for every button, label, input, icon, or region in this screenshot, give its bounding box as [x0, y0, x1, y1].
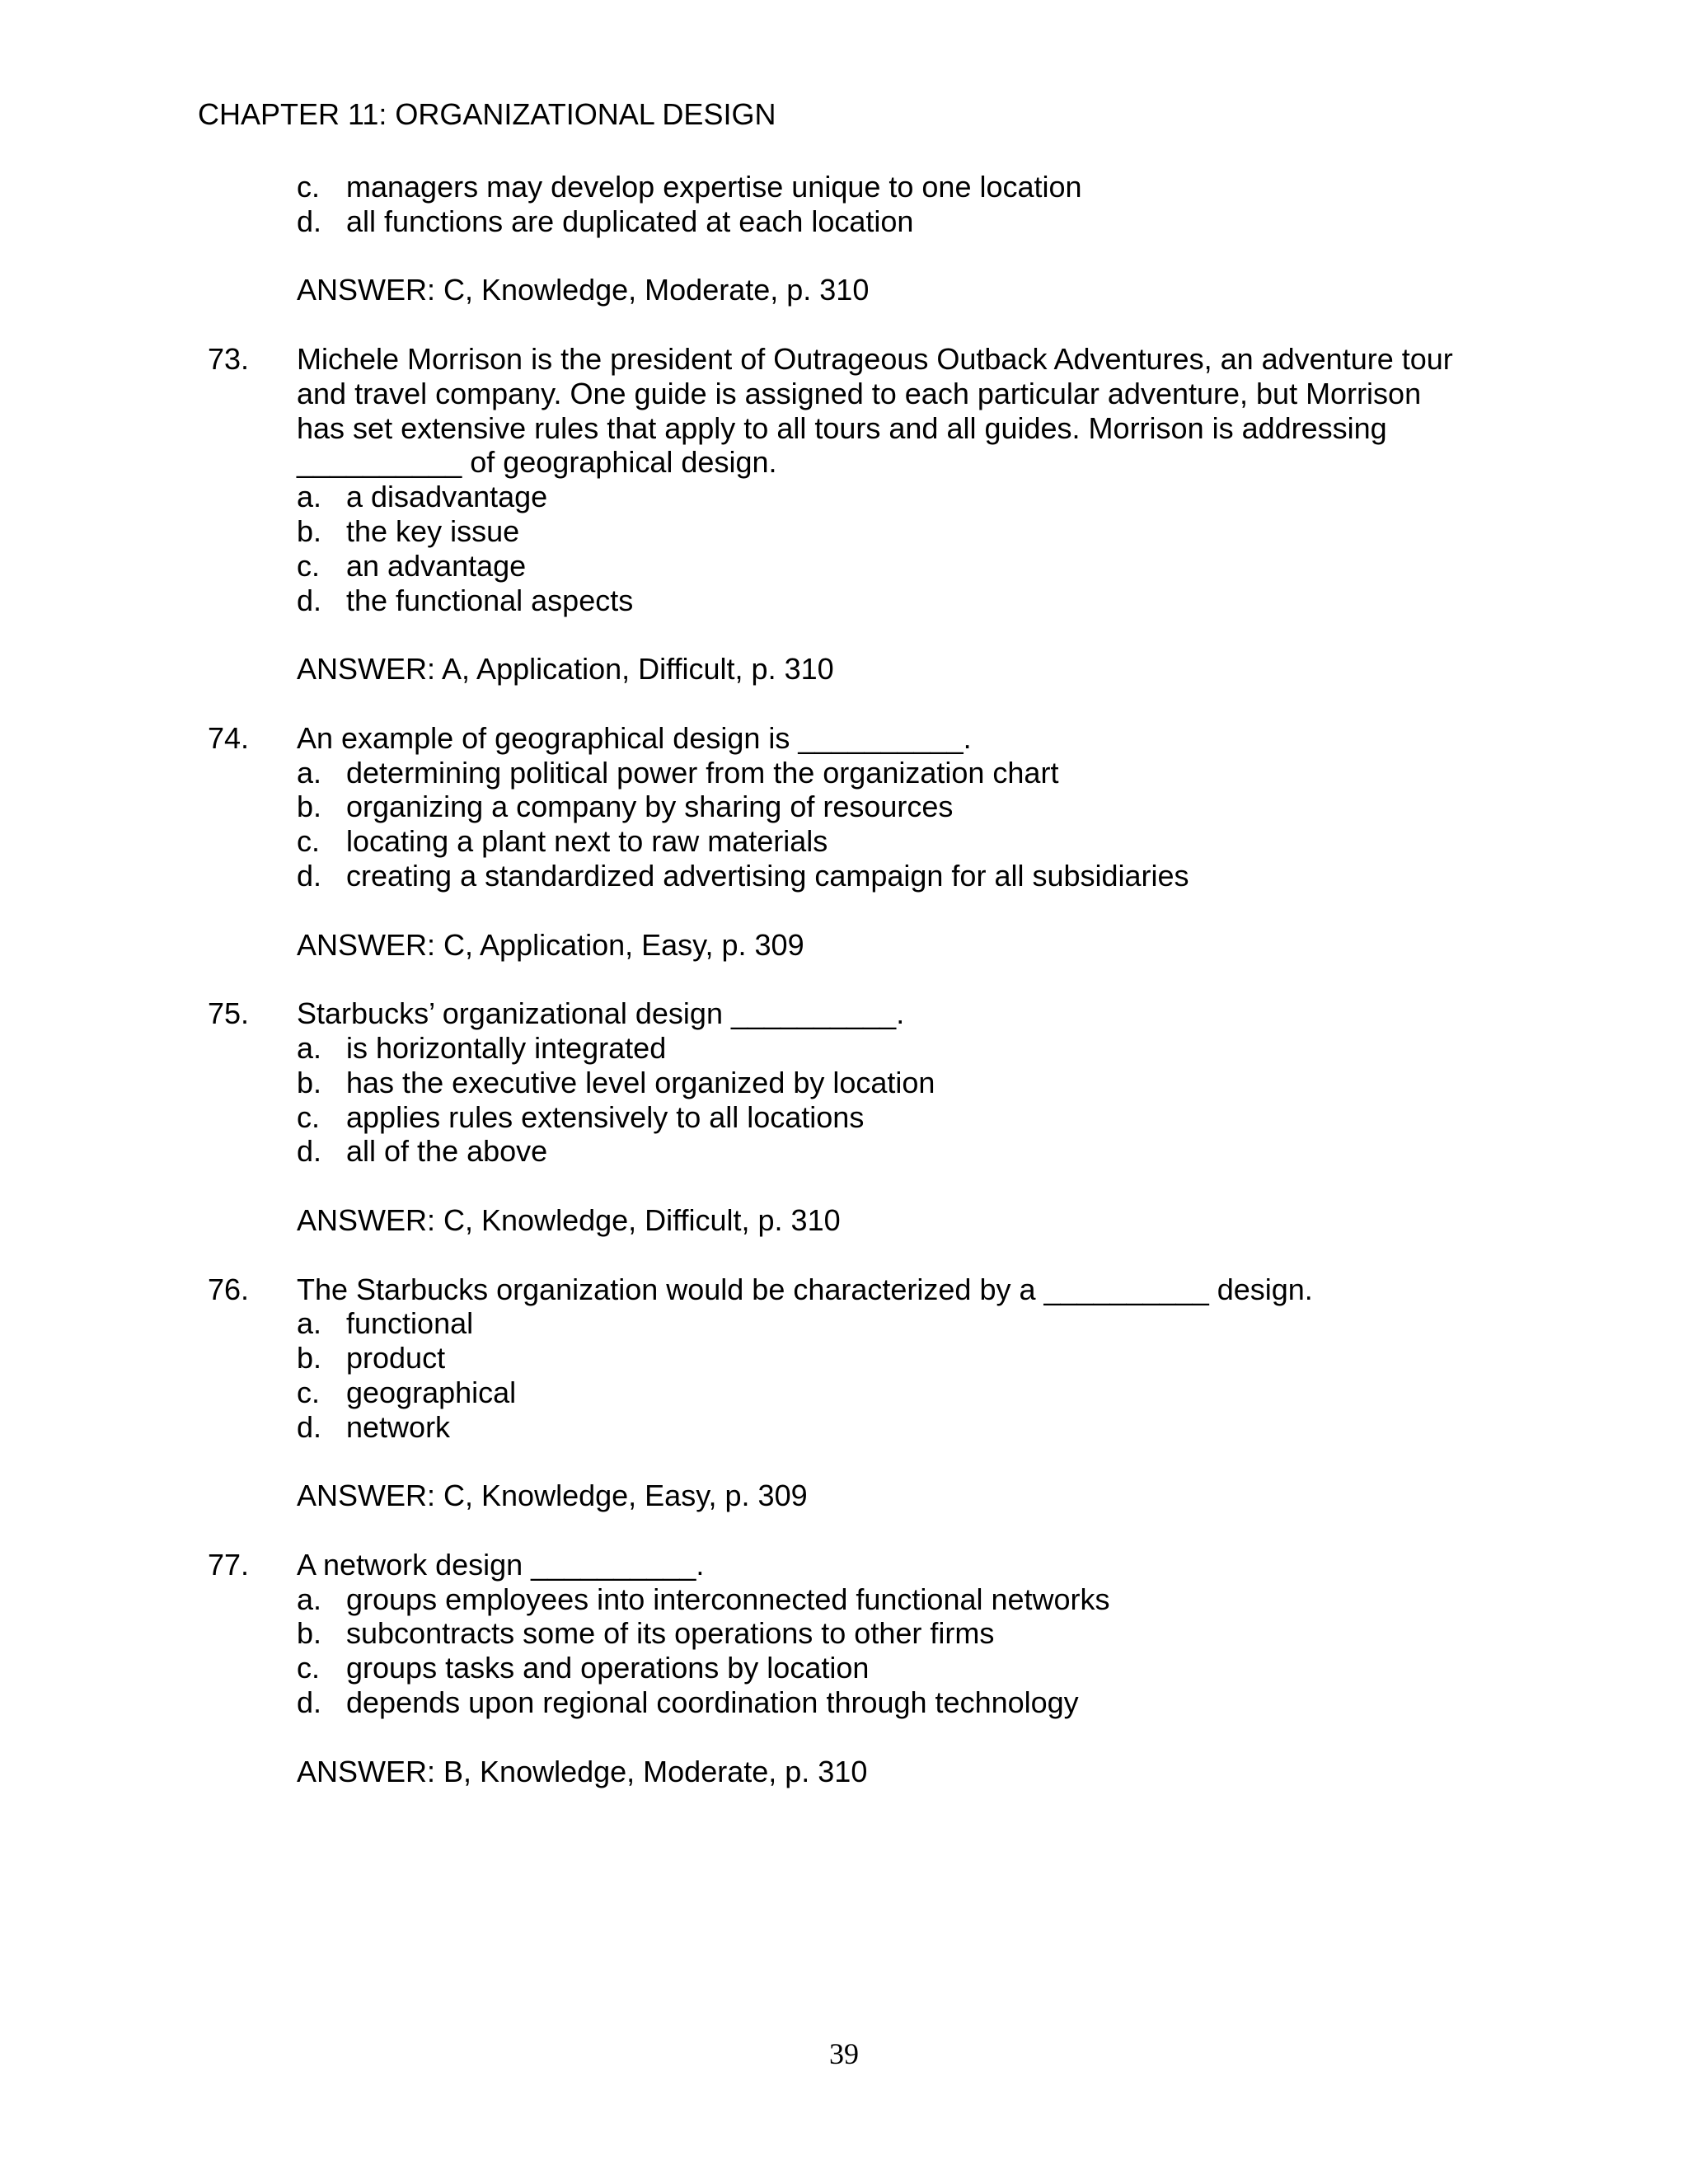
- option-row: [0, 1685, 1688, 1720]
- answer-row: [0, 1203, 1688, 1238]
- option-letter: d.: [297, 858, 322, 893]
- option-row: [0, 1410, 1688, 1445]
- question-stem: and travel company. One guide is assigned to each particular adventure, but Morrison: [297, 376, 1422, 410]
- option-text: determining political power from the organization chart: [346, 755, 1059, 790]
- option-letter: b.: [297, 1341, 322, 1376]
- question-stem-row: [0, 445, 1688, 480]
- option-letter: d.: [297, 1685, 322, 1720]
- option-row: [0, 204, 1688, 239]
- option-text: geographical: [346, 1375, 517, 1409]
- question-stem-row: [0, 1272, 1688, 1307]
- option-row: [0, 1651, 1688, 1685]
- answer-text: ANSWER: C, Knowledge, Moderate, p. 310: [297, 273, 870, 307]
- answer-row: [0, 1755, 1688, 1789]
- answer-text: ANSWER: C, Knowledge, Difficult, p. 310: [297, 1202, 841, 1237]
- option-text: has the executive level organized by location: [346, 1065, 935, 1099]
- option-row: [0, 1582, 1688, 1617]
- question-stem-row: [0, 377, 1688, 411]
- option-text: managers may develop expertise unique to one location: [346, 170, 1082, 204]
- answer-text: ANSWER: C, Application, Easy, p. 309: [297, 927, 804, 962]
- option-text: groups employees into interconnected functional networks: [346, 1582, 1110, 1616]
- option-text: is horizontally integrated: [346, 1030, 667, 1065]
- option-text: a disadvantage: [346, 480, 548, 514]
- option-letter: d.: [297, 204, 322, 238]
- option-text: creating a standardized advertising campaign for all subsidiaries: [346, 858, 1189, 893]
- option-letter: b.: [297, 790, 322, 824]
- question-stem: The Starbucks organization would be characterized by a __________ design.: [297, 1272, 1313, 1306]
- option-row: [0, 1066, 1688, 1100]
- option-text: depends upon regional coordination through technology: [346, 1685, 1079, 1720]
- question-number: 75.: [208, 996, 250, 1031]
- question-stem: Starbucks’ organizational design __________.: [297, 996, 905, 1031]
- option-text: the functional aspects: [346, 583, 634, 617]
- option-row: [0, 1341, 1688, 1376]
- option-letter: a.: [297, 755, 322, 790]
- chapter-header: CHAPTER 11: ORGANIZATIONAL DESIGN: [198, 97, 776, 131]
- option-text: groups tasks and operations by location: [346, 1651, 870, 1685]
- question-stem-row: [0, 1548, 1688, 1582]
- option-letter: a.: [297, 480, 322, 514]
- option-text: functional: [346, 1306, 474, 1341]
- question-stem: An example of geographical design is __________.: [297, 720, 972, 755]
- option-letter: c.: [297, 170, 321, 204]
- answer-text: ANSWER: A, Application, Difficult, p. 310: [297, 652, 834, 687]
- option-letter: c.: [297, 824, 321, 859]
- question-number: 76.: [208, 1272, 250, 1306]
- question-stem: A network design __________.: [297, 1547, 705, 1582]
- question-stem-row: [0, 721, 1688, 756]
- question-number: 74.: [208, 720, 250, 755]
- question-list: [0, 170, 1688, 1788]
- option-text: locating a plant next to raw materials: [346, 824, 828, 859]
- answer-row: [0, 1479, 1688, 1513]
- option-text: organizing a company by sharing of resources: [346, 790, 954, 824]
- option-text: applies rules extensively to all locations: [346, 1099, 865, 1134]
- question-number: 73.: [208, 341, 250, 376]
- option-row: [0, 1031, 1688, 1066]
- option-row: [0, 1100, 1688, 1135]
- option-row: [0, 1376, 1688, 1410]
- option-row: [0, 1134, 1688, 1169]
- answer-row: [0, 273, 1688, 307]
- question-number: 77.: [208, 1547, 250, 1582]
- option-row: [0, 859, 1688, 893]
- answer-row: [0, 928, 1688, 963]
- option-row: [0, 549, 1688, 583]
- answer-text: ANSWER: C, Knowledge, Easy, p. 309: [297, 1479, 808, 1513]
- option-text: product: [346, 1341, 446, 1376]
- option-row: [0, 824, 1688, 859]
- option-row: [0, 170, 1688, 204]
- option-letter: a.: [297, 1582, 322, 1616]
- option-text: subcontracts some of its operations to other firms: [346, 1616, 995, 1651]
- option-letter: c.: [297, 1651, 321, 1685]
- option-text: the key issue: [346, 513, 520, 548]
- question-stem-row: [0, 411, 1688, 446]
- option-row: [0, 480, 1688, 514]
- option-letter: a.: [297, 1030, 322, 1065]
- option-letter: c.: [297, 548, 321, 583]
- option-letter: c.: [297, 1099, 321, 1134]
- option-letter: c.: [297, 1375, 321, 1409]
- option-letter: d.: [297, 583, 322, 617]
- option-letter: b.: [297, 513, 322, 548]
- option-text: all of the above: [346, 1134, 548, 1169]
- option-letter: b.: [297, 1616, 322, 1651]
- option-letter: b.: [297, 1065, 322, 1099]
- question-stem-row: [0, 342, 1688, 377]
- answer-row: [0, 652, 1688, 687]
- option-row: [0, 583, 1688, 618]
- option-letter: d.: [297, 1409, 322, 1444]
- question-stem-row: [0, 996, 1688, 1031]
- option-text: all functions are duplicated at each location: [346, 204, 914, 238]
- option-letter: a.: [297, 1306, 322, 1341]
- option-row: [0, 514, 1688, 549]
- question-stem: Michele Morrison is the president of Outrageous Outback Adventures, an adventure tour: [297, 341, 1453, 376]
- option-text: network: [346, 1409, 451, 1444]
- option-row: [0, 1616, 1688, 1651]
- option-text: an advantage: [346, 548, 527, 583]
- option-row: [0, 1306, 1688, 1341]
- page-number: 39: [829, 2037, 859, 2070]
- question-stem: __________ of geographical design.: [297, 445, 777, 480]
- option-row: [0, 790, 1688, 824]
- question-stem: has set extensive rules that apply to all tours and all guides. Morrison is addressing: [297, 410, 1387, 445]
- option-letter: d.: [297, 1134, 322, 1169]
- option-row: [0, 756, 1688, 790]
- answer-text: ANSWER: B, Knowledge, Moderate, p. 310: [297, 1754, 868, 1788]
